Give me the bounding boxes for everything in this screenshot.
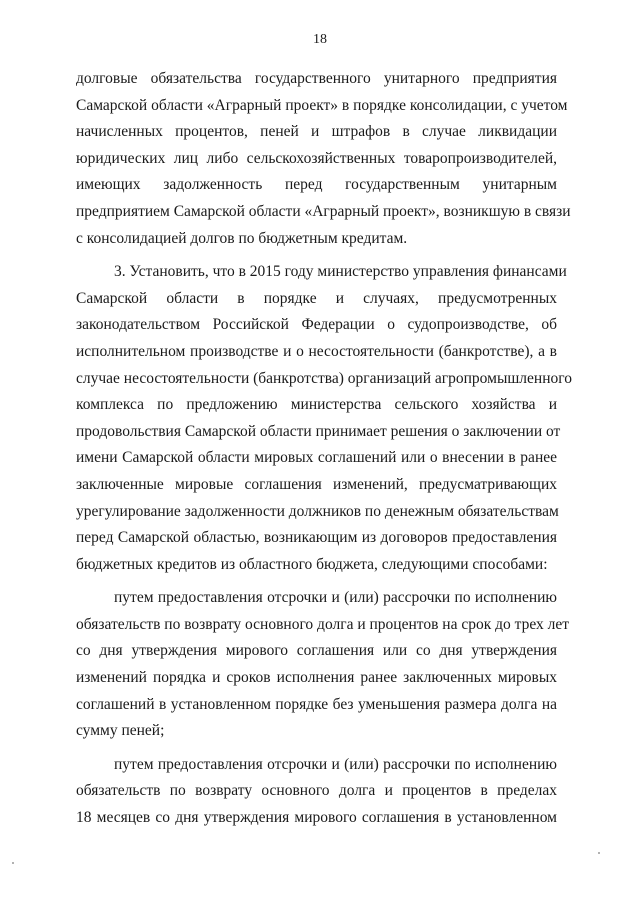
text-line: юридических лиц либо сельскохозяйственных товаропроизводителей, (76, 149, 557, 167)
text-line: 18 месяцев со дня утверждения мирового соглашения в установленном (76, 809, 557, 827)
text-line: Самарской области «Аграрный проект» в порядке консолидации, с учетом (76, 96, 568, 114)
text-line: предприятием Самарской области «Аграрный проект», возникшую в связи (76, 202, 571, 220)
text-line: перед Самарской областью, возникающим из договоров предоставления (76, 529, 557, 547)
text-line: законодательством Российской Федерации о судопроизводстве, об (76, 316, 557, 334)
text-line: заключенные мировые соглашения изменений, предусматривающих (76, 475, 557, 493)
text-line: продовольствия Самарской области принимает решения о заключении от (76, 422, 561, 440)
text-line: путем предоставления отсрочки и (или) рассрочки по исполнению (114, 755, 557, 773)
text-line: случае несостоятельности (банкротства) организаций агропромышленного (76, 369, 572, 387)
text-line: долговые обязательства государственного унитарного предприятия (76, 70, 557, 87)
text-line: имеющих задолженность перед государственным унитарным (76, 176, 557, 194)
text-line: начисленных процентов, пеней и штрафов в случае ликвидации (76, 123, 557, 141)
text-line: 3. Установить, что в 2015 году министерство управления финансами (114, 263, 567, 281)
scan-speck (12, 862, 14, 864)
text-line: комплекса по предложению министерства сельского хозяйства и (76, 396, 557, 414)
text-line: исполнительном производстве и о несостоятельности (банкротстве), а в (76, 342, 557, 360)
page-number: 18 (313, 32, 327, 47)
text-line: обязательств по возврату основного долга и процентов в пределах (76, 782, 557, 800)
text-line: обязательств по возврату основного долга и процентов на срок до трех лет (76, 615, 570, 633)
text-line: изменений порядка и сроков исполнения ранее заключенных мировых (76, 669, 557, 687)
text-line: со дня утверждения мирового соглашения или со дня утверждения (76, 642, 557, 660)
document-body (76, 66, 572, 832)
text-line: бюджетных кредитов из областного бюджета, следующими способами: (76, 555, 548, 573)
text-line: сумму пеней; (76, 722, 165, 740)
scan-speck (598, 852, 600, 854)
text-line: имени Самарской области мировых соглашений или о внесении в ранее (76, 449, 557, 467)
text-line: Самарской области в порядке и случаях, предусмотренных (76, 289, 557, 307)
text-line: с консолидацией долгов по бюджетным кредитам. (76, 229, 408, 247)
text-line: путем предоставления отсрочки и (или) рассрочки по исполнению (114, 589, 557, 607)
text-line: урегулирование задолженности должников по денежным обязательствам (76, 502, 559, 520)
text-line: соглашений в установленном порядке без уменьшения размера долга на (76, 695, 557, 713)
